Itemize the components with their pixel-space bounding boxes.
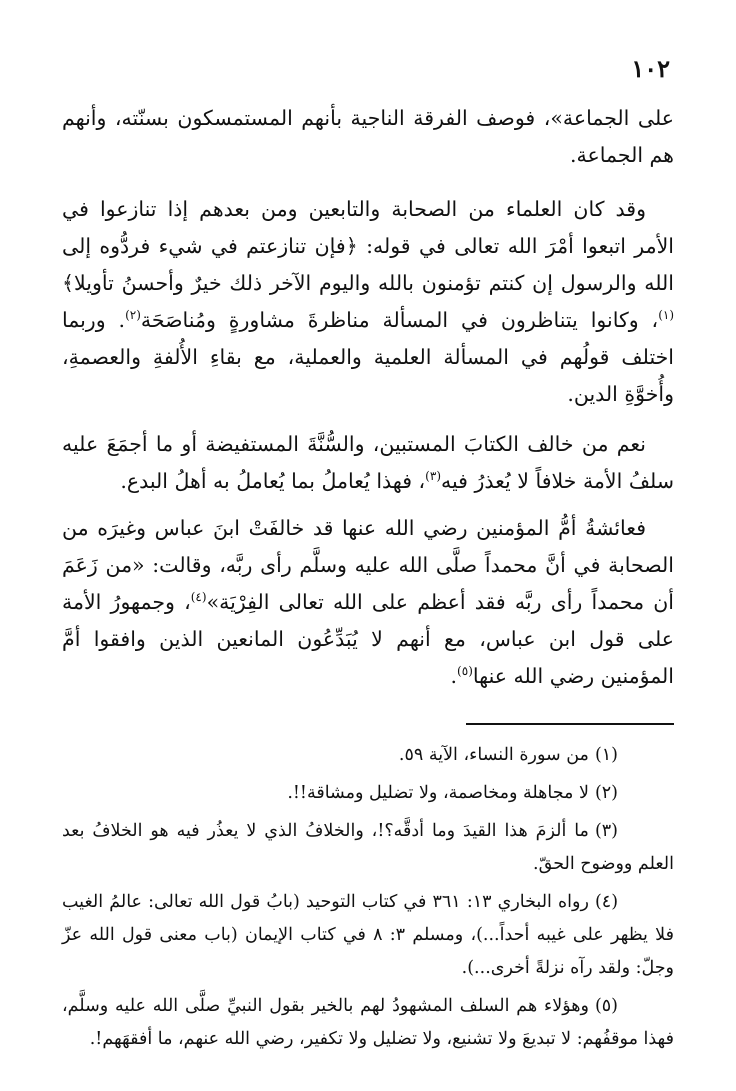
footnotes	[62, 739, 674, 1056]
footnote-1	[62, 739, 674, 772]
paragraph-3	[62, 426, 674, 500]
footnote-text: من سورة النساء، الآية ٥٩.	[398, 745, 589, 765]
footnote-number: (٢)	[594, 783, 618, 803]
footnote-marker[interactable]: (٥)	[457, 664, 473, 679]
paragraph-4	[62, 510, 674, 695]
paragraph-text: ، وكانوا يتناظرون في المسألة مناظرةَ مشاورةٍ ومُناصَحَة	[140, 308, 659, 332]
paragraph-text: على الجماعة»، فوصف الفرقة الناجية بأنهم المستمسكون بسنّته، وأنهم هم الجماعة.	[62, 106, 674, 167]
book-page	[62, 52, 674, 1061]
paragraph-text: . وربما اختلف قولُهم في المسألة العلمية والعملية، مع بقاءِ الأُلفةِ والعصمةِ، وأُخوَّةِ الدين.	[62, 308, 674, 406]
footnote-text: ما ألزمَ هذا القيدَ وما أدقَّه؟!، والخلافُ الذي لا يعذُر فيه هو الخلافُ بعد العلم ووضوح الحقّ.	[62, 821, 674, 874]
footnote-marker[interactable]: (٢)	[125, 308, 141, 323]
paragraph-text: نعم من خالف الكتابَ المستبين، والسُّنَّةَ المستفيضة أو ما أجمَعَ عليه سلفُ الأمة خلافاً لا يُعذرُ فيه	[62, 432, 674, 493]
page-number: ١٠٢	[631, 54, 670, 83]
footnote-divider	[466, 723, 674, 725]
paragraph-text: فعائشةُ أمُّ المؤمنين رضي الله عنها قد خالفَتْ ابنَ عباس وغيرَه من الصحابة في أنَّ محمداً صلَّى الله عليه وسلَّم رأى ربَّه، وقالت: «من زَعَمَ أن محمداً رأى ربَّه فقد أعظم على الله تعالى الفِرْيَة»	[62, 516, 674, 614]
footnote-number: (٥)	[594, 996, 618, 1016]
footnote-number: (٣)	[594, 821, 618, 841]
footnote-text: وهؤلاء هم السلف المشهودُ لهم بالخير بقول النبيِّ صلَّى الله عليه وسلَّم، فهذا موقفُهم: لا تبديعَ ولا تشنيع، ولا تضليل ولا تكفير، رضي الله عنهم، ما أفقهَهم!.	[62, 996, 674, 1049]
footnote-text: رواه البخاري ١٣: ٣٦١ في كتاب التوحيد (بابُ قول الله تعالى: عالمُ الغيب فلا يظهر على غيبه أحداً...)، ومسلم ٣: ٨ في كتاب الإيمان (باب معنى قول الله عزّ وجلّ: ولقد رآه نزلةً أخرى...).	[62, 892, 674, 978]
footnote-marker[interactable]: (٤)	[190, 590, 207, 605]
paragraph-text: .	[450, 664, 458, 688]
footnote-5	[62, 990, 674, 1056]
paragraph-1	[62, 100, 674, 174]
footnote-number: (٤)	[594, 892, 619, 912]
footnote-number: (١)	[594, 745, 618, 765]
footnote-text: لا مجاهلة ومخاصمة، ولا تضليل ومشاقة!!.	[287, 783, 589, 803]
paragraph-2	[62, 191, 674, 413]
footnote-2	[62, 777, 674, 810]
footnote-3	[62, 815, 674, 881]
paragraph-text: ، فهذا يُعاملُ بما يُعاملُ به أهلُ البدع.	[120, 469, 426, 493]
footnote-marker[interactable]: (١)	[658, 308, 675, 323]
footnote-4	[62, 886, 674, 985]
paragraph-text: ، وجمهورُ الأمة على قول ابن عباس، مع أنهم لا يُبَدِّعُون المانعين الذين وافقوا أمَّ المؤمنين رضي الله عنها	[62, 590, 674, 688]
footnote-marker[interactable]: (٣)	[425, 469, 441, 484]
paragraph-text: وقد كان العلماء من الصحابة والتابعين ومن بعدهم إذا تنازعوا في الأمر اتبعوا أمْرَ الله تعالى في قوله: ﴿فإن تنازعتم في شيء فردُّوه إلى الله والرسول إن كنتم تؤمنون بالله واليوم الآخر ذلك خيرٌ وأحسنُ تأويلا﴾	[62, 197, 674, 295]
